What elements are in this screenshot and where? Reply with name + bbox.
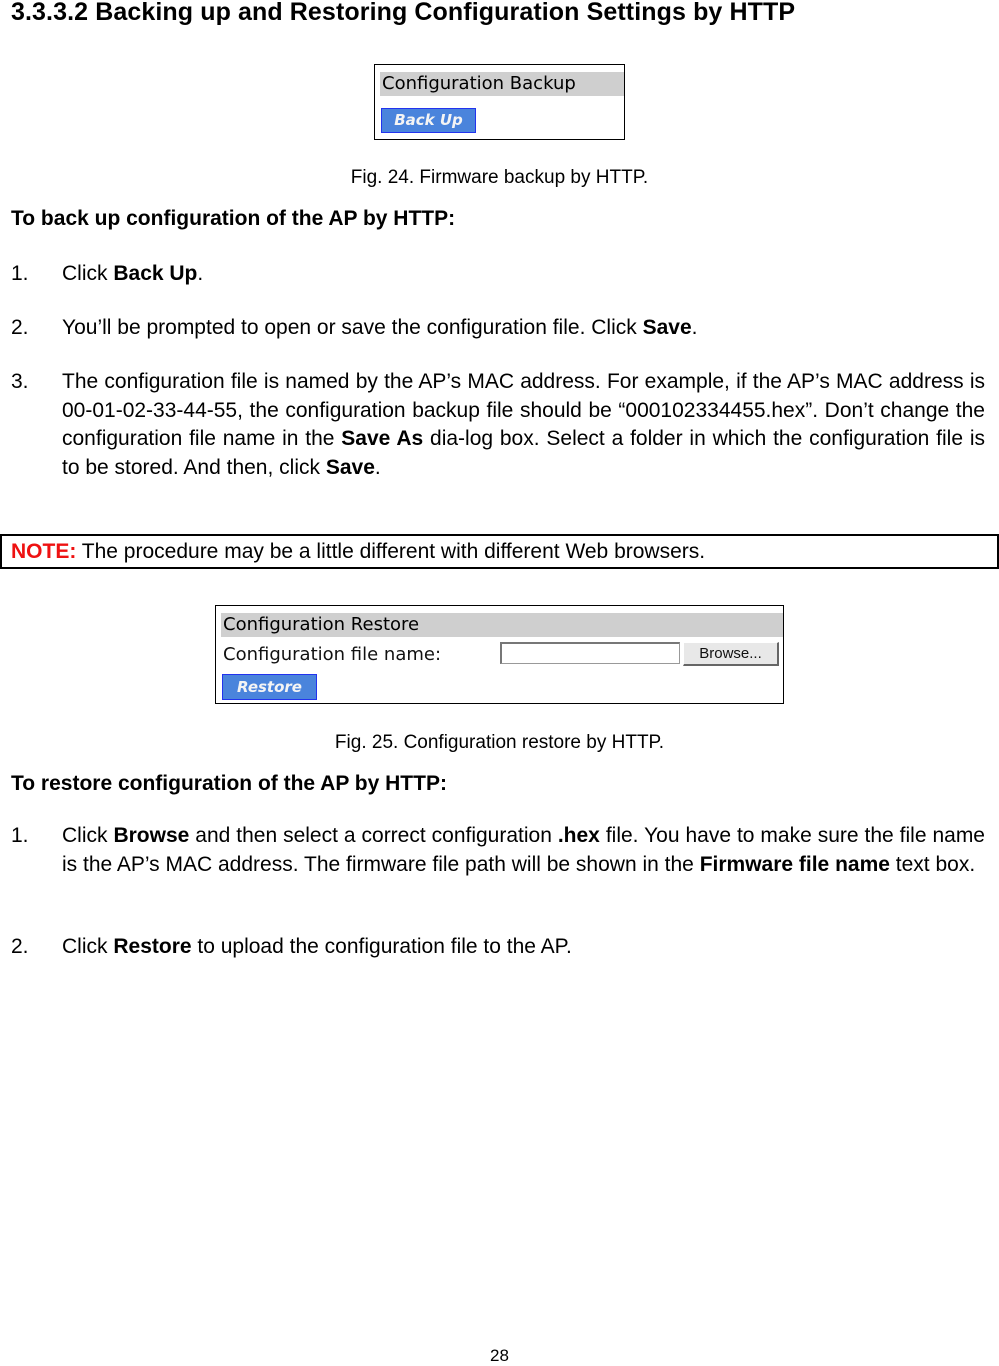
- step-number: 3.: [11, 370, 29, 393]
- step-number: 2.: [11, 316, 29, 339]
- config-file-name-label: Configuration file name:: [223, 644, 442, 665]
- emphasized-term: Save As: [341, 427, 424, 450]
- note-box: [0, 534, 999, 569]
- restore-button[interactable]: Restore: [222, 674, 317, 700]
- emphasized-term: Save: [642, 316, 692, 339]
- emphasized-term: Save: [325, 455, 375, 479]
- page-number: 28: [490, 1346, 509, 1365]
- section-title: 3.3.3.2 Backing up and Restoring Configuration Settings by HTTP: [11, 0, 796, 26]
- step-text-run: Click: [62, 824, 114, 847]
- figure-25-caption: Fig. 25. Configuration restore by HTTP.: [334, 732, 665, 753]
- step-text: [62, 368, 985, 482]
- config-restore-panel: [215, 605, 784, 704]
- step-text-run: The configuration file is named by the AP’s MAC address. For example, if the AP’s MAC address is 00-01-02-33-44-55, the configuration backup file should be “000102334455.hex”. Don’t change the configuration file name in the: [62, 370, 985, 450]
- step-number: 2.: [11, 935, 29, 958]
- emphasized-term: Back Up: [113, 262, 198, 285]
- step-text: [62, 822, 985, 879]
- step-text: [62, 260, 985, 289]
- step-text-run: file. You have to make sure the file name is the AP’s MAC address. The firmware file path will be shown in the: [62, 824, 985, 876]
- figure-24-caption: Fig. 24. Firmware backup by HTTP.: [350, 167, 649, 188]
- step-text-run: dia-log box. Select a folder in which the configuration file is to be stored. And then, click: [62, 427, 985, 479]
- backup-step-1: [11, 260, 985, 289]
- step-number: 1.: [11, 824, 29, 847]
- step-text: [62, 314, 985, 343]
- step-text: [62, 933, 985, 962]
- step-text-run: text box.: [889, 852, 976, 876]
- step-text-run: .: [691, 316, 698, 339]
- backup-step-2: [11, 314, 985, 343]
- step-text-run: .: [374, 455, 381, 479]
- emphasized-term: Firmware file name: [699, 852, 890, 876]
- backup-heading: To back up configuration of the AP by HTTP:: [11, 207, 456, 230]
- step-text-run: .: [197, 262, 204, 285]
- browse-button[interactable]: Browse...: [683, 642, 779, 666]
- emphasized-term: .hex: [557, 824, 600, 847]
- config-restore-panel-title: Configuration Restore: [221, 613, 783, 637]
- step-text-run: to upload the configuration file to the AP.: [191, 935, 572, 958]
- config-backup-panel: [374, 64, 625, 140]
- restore-heading: To restore configuration of the AP by HTTP:: [11, 772, 447, 795]
- restore-step-1: [11, 822, 985, 879]
- back-up-button[interactable]: Back Up: [381, 108, 476, 133]
- note-label: NOTE:: [11, 540, 77, 563]
- note-text: The procedure may be a little different with different Web browsers.: [76, 540, 706, 563]
- restore-step-2: [11, 933, 985, 962]
- config-file-name-input[interactable]: [500, 642, 680, 664]
- step-text-run: You’ll be prompted to open or save the configuration file. Click: [62, 316, 643, 339]
- emphasized-term: Restore: [113, 935, 192, 958]
- step-number: 1.: [11, 262, 29, 285]
- step-text-run: Click: [62, 262, 114, 285]
- step-text-run: and then select a correct configuration: [189, 824, 558, 847]
- backup-step-3: [11, 368, 985, 482]
- step-text-run: Click: [62, 935, 114, 958]
- emphasized-term: Browse: [113, 824, 190, 847]
- config-backup-panel-title: Configuration Backup: [380, 72, 624, 96]
